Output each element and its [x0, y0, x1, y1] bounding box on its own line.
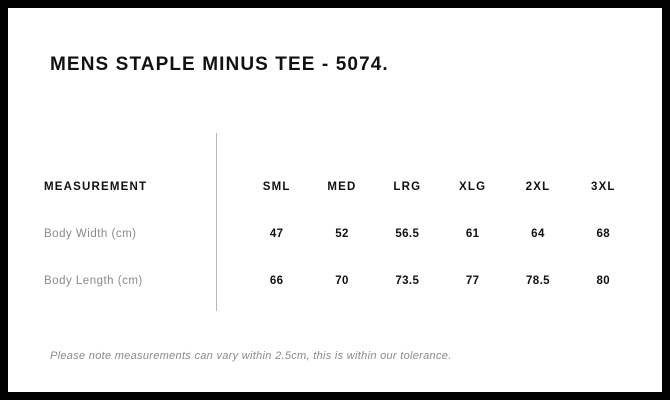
column-header-lrg: LRG [393, 180, 422, 193]
column-header-3xl: 3XL [590, 180, 616, 193]
cell-body-width-xlg: 61 [465, 227, 480, 240]
table-row [44, 210, 636, 257]
cell-body-width-3xl: 68 [596, 227, 611, 240]
row-label-body-width: Body Width (cm) [44, 227, 137, 240]
column-header-med: MED [327, 180, 357, 193]
column-header-measurement: MEASUREMENT [44, 180, 148, 193]
cell-body-length-lrg: 73.5 [395, 274, 420, 287]
size-chart-table [44, 163, 636, 304]
content-area [44, 8, 636, 392]
cell-body-length-sml: 66 [269, 274, 284, 287]
size-chart-page [8, 8, 662, 392]
tolerance-note: Please note measurements can vary within 2.5cm, this is within our tolerance. [50, 350, 452, 362]
cell-body-width-lrg: 56.5 [395, 227, 420, 240]
table-row [44, 257, 636, 304]
cell-body-width-2xl: 64 [531, 227, 545, 240]
cell-body-width-med: 52 [335, 227, 349, 240]
cell-body-length-med: 70 [335, 274, 349, 287]
cell-body-length-3xl: 80 [596, 274, 611, 287]
column-header-xlg: XLG [459, 180, 487, 193]
table-header-row [44, 163, 636, 210]
page-title: MENS STAPLE MINUS TEE - 5074. [50, 54, 389, 75]
column-header-2xl: 2XL [525, 180, 551, 193]
column-header-sml: SML [262, 180, 291, 193]
row-label-body-length: Body Length (cm) [44, 274, 143, 287]
cell-body-length-2xl: 78.5 [525, 274, 550, 287]
cell-body-length-xlg: 77 [465, 274, 480, 287]
cell-body-width-sml: 47 [269, 227, 284, 240]
